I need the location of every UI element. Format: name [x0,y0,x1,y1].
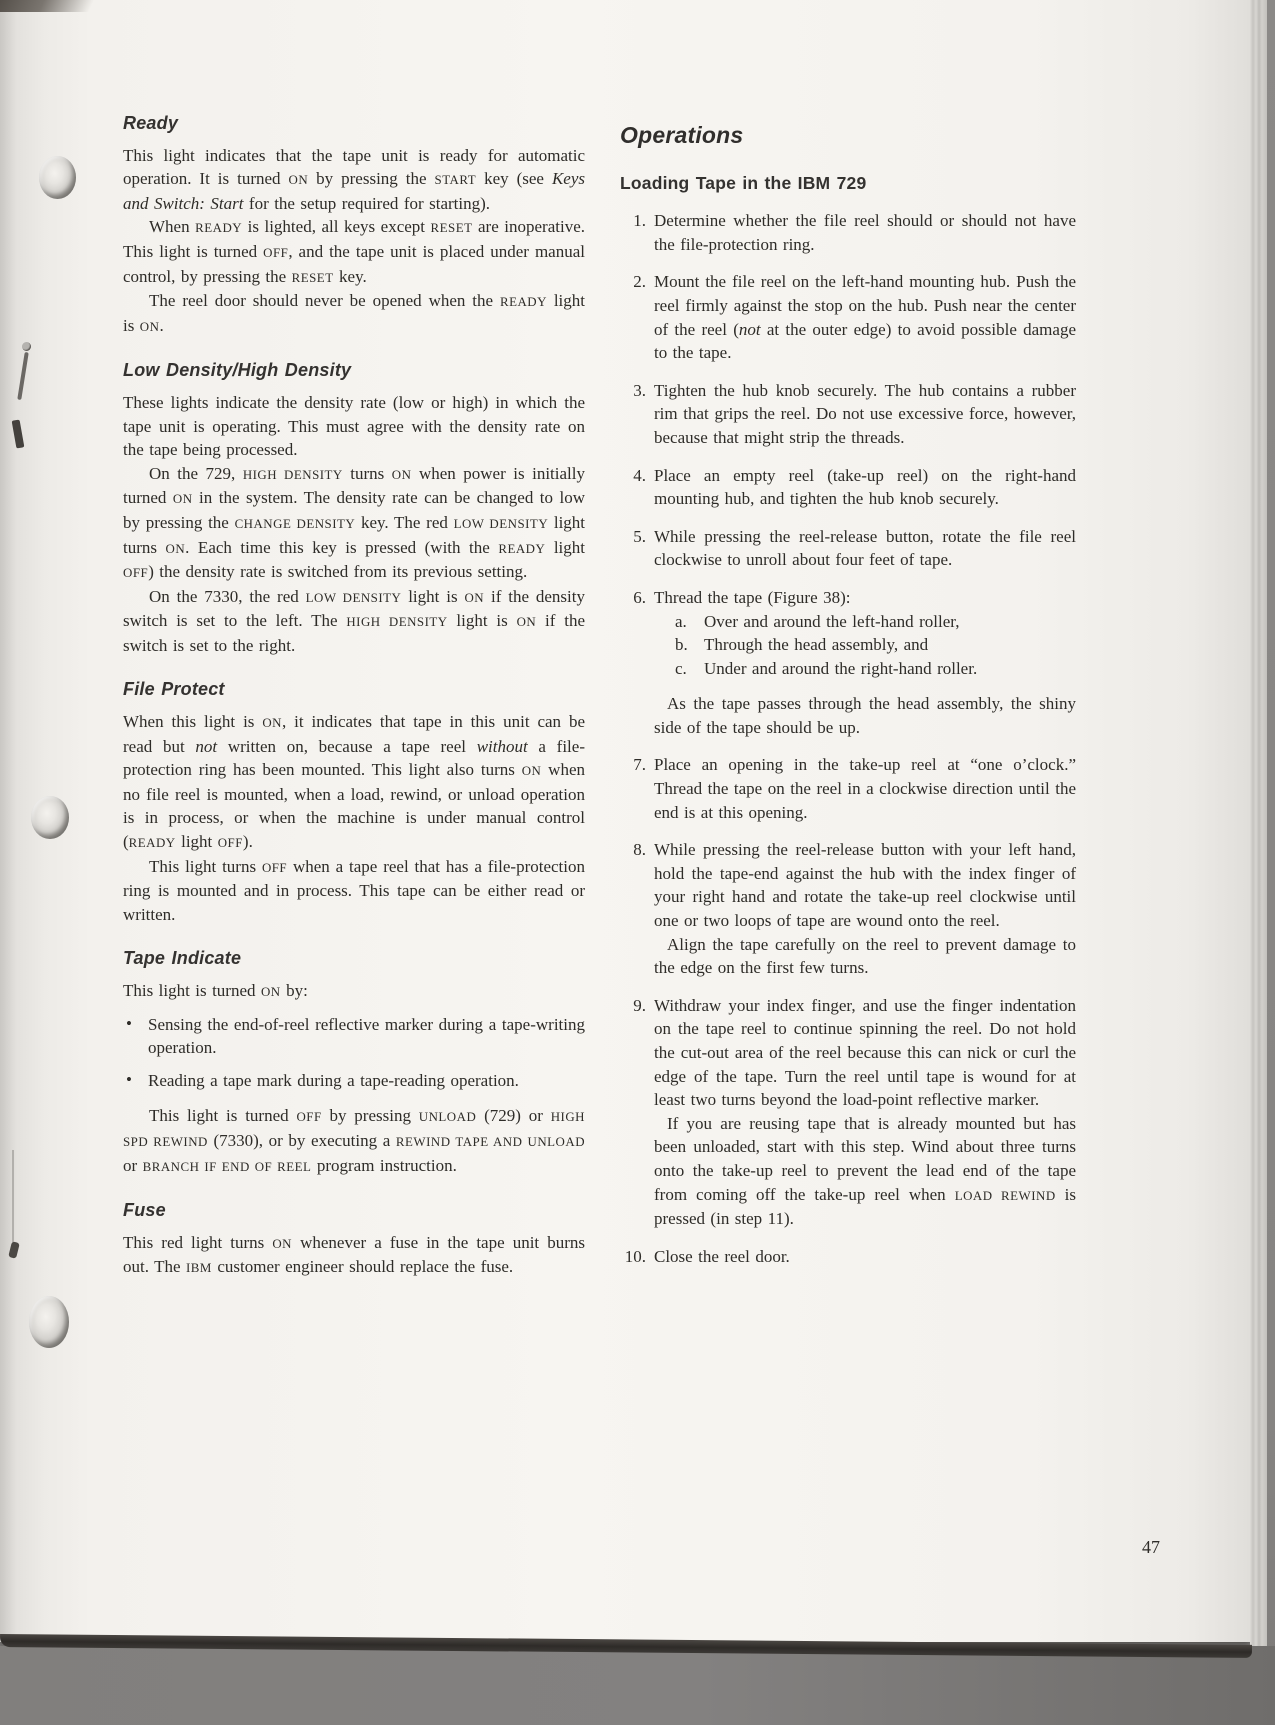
section-heading: Fuse [123,1200,166,1221]
step-body [654,838,1076,980]
step-number: 6. [633,587,646,607]
text-run: program instruction. [311,1155,457,1175]
small-caps-term: RESET [430,220,473,236]
text-run: if the switch is set to the right. [123,611,586,655]
small-caps-term: ON [165,540,186,556]
text-run: Tighten the hub knob securely. The hub contains a rubber rim that grips the reel. Do not use excessive force, however, because that might strip the threads. [654,380,1076,447]
text-run: The reel door should never be opened when the [149,291,500,311]
binding-mark [22,342,31,351]
text-run: Align the tape carefully on the reel to prevent damage to the edge on the first few turns. [654,934,1076,978]
text-run: While pressing the reel-release button with your left hand, hold the tape-end against the hub with the index finger of your right hand and rotate the take-up reel clockwise until one or two loops of tape are wound onto the reel. [654,840,1076,931]
paragraph [654,838,1076,932]
text-run: This light indicates that the tape unit is ready for automatic operation. It is turned [123,145,585,189]
text-run: whenever a fuse in the tape unit burns out. The [123,1232,585,1277]
paragraph [654,270,1076,364]
step-body [654,525,1076,572]
step-item [620,379,1076,450]
small-caps-term: OFF [123,565,149,581]
step-body [654,379,1076,450]
text-run: light is [123,291,586,335]
text-run: a file-protection ring has been mounted. This light also turns [123,736,585,780]
small-caps-term: ON [521,763,542,779]
page-number: 47 [1142,1537,1160,1557]
step-body [654,209,1076,256]
text-run: When [149,217,196,237]
small-caps-term: ON [260,984,281,999]
step-item [620,270,1076,364]
page-corner-shadow [0,0,120,12]
paragraph [123,1231,585,1280]
small-caps-term: START [434,172,477,188]
step-number: 4. [633,465,646,485]
text-run: Reading a tape mark during a tape-reading operation. [148,1070,519,1090]
text-run: . [159,315,164,335]
punch-hole [31,796,69,839]
small-caps-term: OFF [296,1109,322,1125]
small-caps-term: ON [262,715,282,731]
step-body [654,586,1076,740]
italic-term: not [195,736,218,756]
small-caps-term: HIGH SPD REWIND [123,1109,585,1149]
text-run: when power is initially turned [123,463,585,508]
text-run: in the system. The density rate can be changed to low by pressing the [123,488,585,532]
stacked-page-edges [1250,0,1267,1655]
text-run: Under and around the right-hand roller. [704,658,978,678]
text-run: Sensing the end-of-reel reflective marker during a tape-writing operation. [148,1014,585,1058]
paragraph [123,215,585,289]
section-heading: Low Density/High Density [123,360,352,381]
punch-hole [29,1296,69,1348]
text-run: light [175,832,218,852]
italic-term: without [476,736,528,756]
text-run: key (see [476,169,552,189]
binding-mark [12,420,25,449]
text-run: Place an empty reel (take-up reel) on the right-hand mounting hub, and tighten the hub knob securely. [654,465,1076,509]
binding-mark [8,1241,20,1258]
small-caps-term: ON [139,318,160,334]
paragraph [654,464,1076,511]
small-caps-term: UNLOAD [418,1109,477,1125]
text-run: , it indicates that tape in this unit can be read but [123,712,586,756]
text-run: at the outer edge) to avoid possible damage to the tape. [654,319,1076,363]
text-run: Thread the tape (Figure 38): [654,587,851,607]
text-run: by: [280,981,308,1000]
text-run: or [123,1155,143,1175]
operations-heading: Operations [620,122,744,148]
text-run: when no file reel is mounted, when a load, rewind, or unload operation is in process, or when the machine is under manual control ( [123,760,585,852]
small-caps-term: OFF [217,835,243,851]
text-run: ). [242,832,253,852]
text-run: Over and around the left-hand roller, [704,611,960,631]
sub-item [675,657,1076,681]
text-run: On the 729, [149,463,243,483]
small-caps-term: LOW DENSITY [305,589,402,605]
text-run: This light turns [149,856,262,876]
small-caps-term: LOAD REWIND [954,1187,1056,1203]
section-heading: Ready [123,113,179,133]
text-run: light [545,537,585,557]
text-run: light turns [123,512,586,557]
text-run: (729) or [476,1106,551,1126]
text-run: Determine whether the file reel should or should not have the file-protection ring. [654,211,1076,254]
small-caps-term: READY [128,835,176,851]
paragraph [123,462,585,585]
paragraph [654,209,1076,256]
paragraph [654,586,1076,610]
small-caps-term: READY [499,294,547,310]
binding-mark [17,352,28,400]
sub-item [675,610,1076,634]
text-run: ) the density rate is switched from its previous setting. [148,562,528,582]
punch-hole [39,156,76,199]
small-caps-term: REWIND TAPE AND UNLOAD [395,1133,586,1149]
text-run: When this light is [123,712,263,732]
text-run: light is [447,611,517,631]
text-run: are inoperative. This light is turned [123,217,585,261]
step-number: 10. [624,1246,646,1266]
step-body [654,270,1076,364]
small-caps-term: READY [498,540,546,556]
text-run: key. [333,266,367,286]
text-run: key. The red [355,512,454,532]
small-caps-term: ON [516,614,537,630]
binding-mark [12,1150,14,1250]
small-caps-term: READY [195,220,243,236]
small-caps-term: RESET [291,269,334,285]
step-body [654,464,1076,511]
step-number: 7. [633,755,646,775]
text-run: light is [401,586,465,606]
sub-item-label: a. [675,611,687,631]
text-run: by pressing [321,1106,419,1126]
paragraph [123,144,585,216]
bullet-item [123,1069,585,1093]
step-item [620,994,1076,1231]
sub-item [675,633,1076,657]
paragraph [654,1112,1076,1231]
loading-tape-subheading: Loading Tape in the IBM 729 [620,172,867,193]
paragraph [123,391,585,462]
paragraph [654,379,1076,450]
small-caps-term: OFF [261,859,288,875]
text-run: Mount the file reel on the left-hand mounting hub. Push the reel firmly against the stop on the hub. Push near the center of the reel ( [654,272,1076,339]
paragraph [123,979,585,1004]
small-caps-term: HIGH DENSITY [346,614,448,630]
text-run: This red light turns [123,1232,273,1252]
right-text-column [620,124,1076,1282]
step-item [620,586,1076,740]
step-number: 8. [633,840,646,860]
paragraph [654,692,1076,739]
text-run: customer engineer should replace the fuse. [211,1257,514,1277]
paragraph [654,1245,1076,1269]
numbered-steps-list [620,209,1076,1268]
italic-term: not [738,319,761,339]
small-caps-term: ON [464,589,485,605]
paragraph [123,289,585,338]
step-body [654,994,1076,1231]
step-number: 3. [633,380,646,400]
small-caps-term: OFF [263,244,289,260]
text-run: This light is turned [149,1106,297,1126]
paragraph [654,994,1076,1112]
sub-item-label: b. [675,635,688,655]
text-run: when a tape reel that has a file-protection ring is mounted and in process. This tape can be either read or written. [123,856,585,924]
text-run: This light is turned [123,981,261,1000]
step-item [620,464,1076,511]
step-item [620,838,1076,980]
paragraph [123,710,585,855]
background-surface [0,1646,1275,1725]
small-caps-term: ON [172,491,193,507]
step-item [620,209,1076,256]
text-run: is pressed (in step 11). [654,1184,1076,1229]
small-caps-term: LOW DENSITY [453,515,549,531]
text-run: If you are reusing tape that is already mounted but has been unloaded, start with this step. Wind about three turns onto the take-up reel to prevent the lead end of the tape from coming off the take-up reel when [654,1113,1076,1204]
text-run: These lights indicate the density rate (low or high) in which the tape unit is operating. This must agree with the density rate on the tape being processed. [123,392,585,460]
paragraph [654,933,1076,980]
bullet-icon: • [126,1069,132,1089]
step-number: 5. [633,526,646,546]
step-item [620,525,1076,572]
step-number: 1. [633,211,646,231]
left-text-column [123,112,585,1280]
small-caps-term: HIGH DENSITY [242,466,343,482]
small-caps-term: BRANCH IF END OF REEL [142,1158,312,1174]
section-heading: File Protect [123,679,225,700]
text-run: is lighted, all keys except [242,217,431,237]
small-caps-term: ON [391,466,412,482]
text-run: Place an opening in the take-up reel at “one o’clock.” Thread the tape on the reel in a clockwise direction until the end is at this opening. [654,755,1076,822]
small-caps-term: ON [272,1235,293,1251]
step-number: 2. [633,272,646,292]
italic-term: Keys and Switch: Start [123,169,585,213]
step-body [654,753,1076,824]
text-run: On the 7330, the red [149,586,306,606]
text-run: Close the reel door. [654,1246,790,1266]
text-run: turns [342,463,392,483]
small-caps-term: ON [288,172,309,188]
text-run: if the density switch is set to the left. The [123,586,585,631]
paragraph [654,753,1076,824]
text-run: Through the head assembly, and [704,635,929,655]
text-run: , and the tape unit is placed under manual control, by pressing the [123,241,585,286]
small-caps-term: CHANGE DENSITY [234,515,356,531]
paragraph [123,1104,585,1178]
sub-item-label: c. [675,658,687,678]
step-body [654,1245,1076,1269]
section-heading: Tape Indicate [123,948,242,969]
text-run: . Each time this key is pressed (with the [185,537,499,557]
paragraph [123,855,585,927]
paragraph [654,525,1076,572]
text-run: by pressing the [308,169,435,189]
text-run: (7330), or by executing a [207,1130,396,1150]
bullet-icon: • [126,1013,132,1033]
text-run: for the setup required for starting). [243,193,491,213]
text-run: written on, because a tape reel [217,736,477,756]
paragraph [123,585,585,658]
step-number: 9. [633,995,646,1015]
text-run: Withdraw your index finger, and use the finger indentation on the tape reel to continue spinning the reel. Do not hold the cut-out area of the reel because this can nick or curl the edge of the tape. Turn the reel until tape is wound for at least two turns beyond the load-point reflective marker. [654,995,1076,1110]
text-run: As the tape passes through the head assembly, the shiny side of the tape should be up. [654,694,1076,737]
step-item [620,753,1076,824]
bullet-item [123,1013,585,1060]
text-run: While pressing the reel-release button, rotate the file reel clockwise to unroll about four feet of tape. [654,526,1076,570]
step-item [620,1245,1076,1269]
small-caps-term: IBM [186,1260,212,1276]
